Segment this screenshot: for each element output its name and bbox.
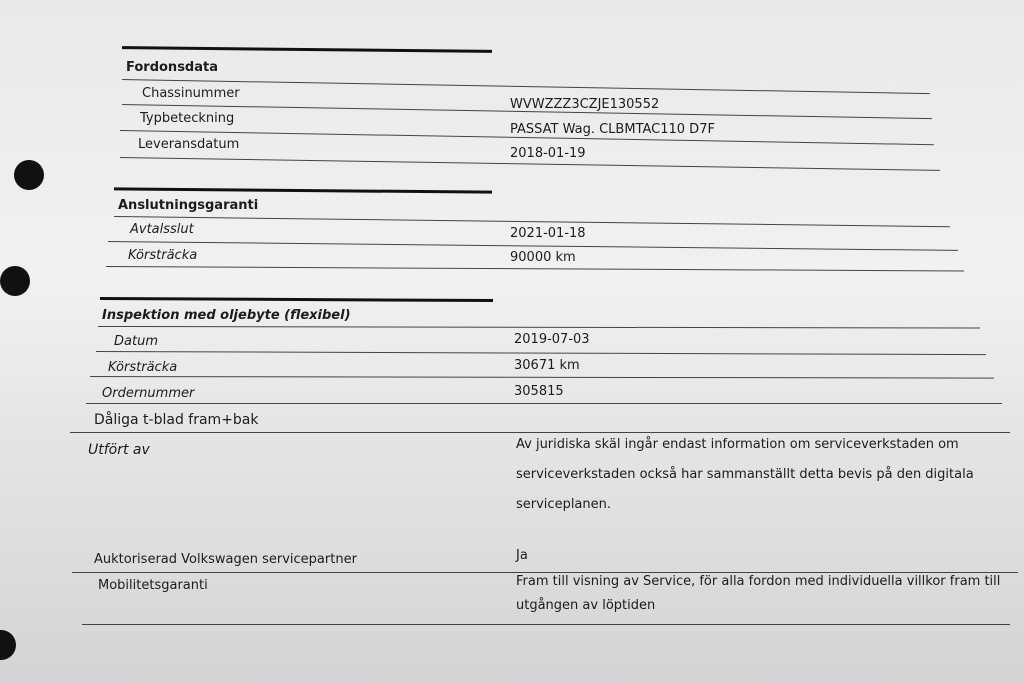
label-utfort-av: Utfört av: [88, 442, 150, 458]
value-datum: 2019-07-03: [514, 332, 590, 347]
label-mobilitetsgaranti: Mobilitetsgaranti: [98, 578, 208, 593]
label-korstracka-inspektion: Körsträcka: [108, 360, 178, 375]
value-avtalsslut: 2021-01-18: [510, 226, 586, 241]
section-title-anslutningsgaranti: Anslutningsgaranti: [118, 198, 259, 213]
section-bar-anslutningsgaranti: [114, 187, 492, 193]
label-auktoriserad: Auktoriserad Volkswagen servicepartner: [94, 552, 357, 567]
value-typbeteckning: PASSAT Wag. CLBMTAC110 D7F: [510, 122, 715, 137]
label-leveransdatum: Leveransdatum: [138, 137, 240, 152]
rule: [90, 376, 994, 379]
value-korstracka-inspektion: 30671 km: [514, 358, 580, 373]
value-korstracka-anslutning: 90000 km: [510, 250, 576, 265]
label-typbeteckning: Typbeteckning: [140, 111, 235, 126]
punch-hole-middle: [0, 266, 30, 296]
value-leveransdatum: 2018-01-19: [510, 146, 586, 161]
utfort-av-text: Av juridiska skäl ingår endast information om serviceverkstaden om serviceverkstaden också har sammanställt detta bevis på den digitala serviceplanen.: [516, 437, 974, 512]
rule: [96, 351, 986, 355]
section-title-fordonsdata: Fordonsdata: [126, 60, 218, 75]
value-ordernummer: 305815: [514, 384, 564, 399]
label-avtalsslut: Avtalsslut: [130, 222, 194, 237]
section-bar-fordonsdata: [122, 46, 492, 53]
rule: [98, 326, 980, 329]
value-chassinummer: WVWZZZ3CZJE130552: [510, 97, 660, 112]
label-datum: Datum: [114, 334, 158, 349]
service-note: Dåliga t-blad fram+bak: [94, 412, 259, 428]
label-chassinummer: Chassinummer: [142, 86, 240, 101]
rule: [122, 79, 930, 94]
punch-hole-top: [14, 160, 44, 190]
label-ordernummer: Ordernummer: [102, 386, 195, 401]
rule: [86, 403, 1002, 404]
rule: [106, 266, 964, 271]
rule: [82, 624, 1010, 625]
section-bar-inspektion: [100, 297, 493, 302]
value-mobilitetsgaranti: Fram till visning av Service, för alla fordon med individuella villkor fram till utgången av löptiden: [516, 574, 1001, 613]
value-auktoriserad: Ja: [516, 548, 528, 563]
label-korstracka-anslutning: Körsträcka: [128, 248, 198, 263]
section-title-inspektion: Inspektion med oljebyte (flexibel): [102, 308, 351, 323]
punch-hole-bottom: [0, 630, 16, 660]
